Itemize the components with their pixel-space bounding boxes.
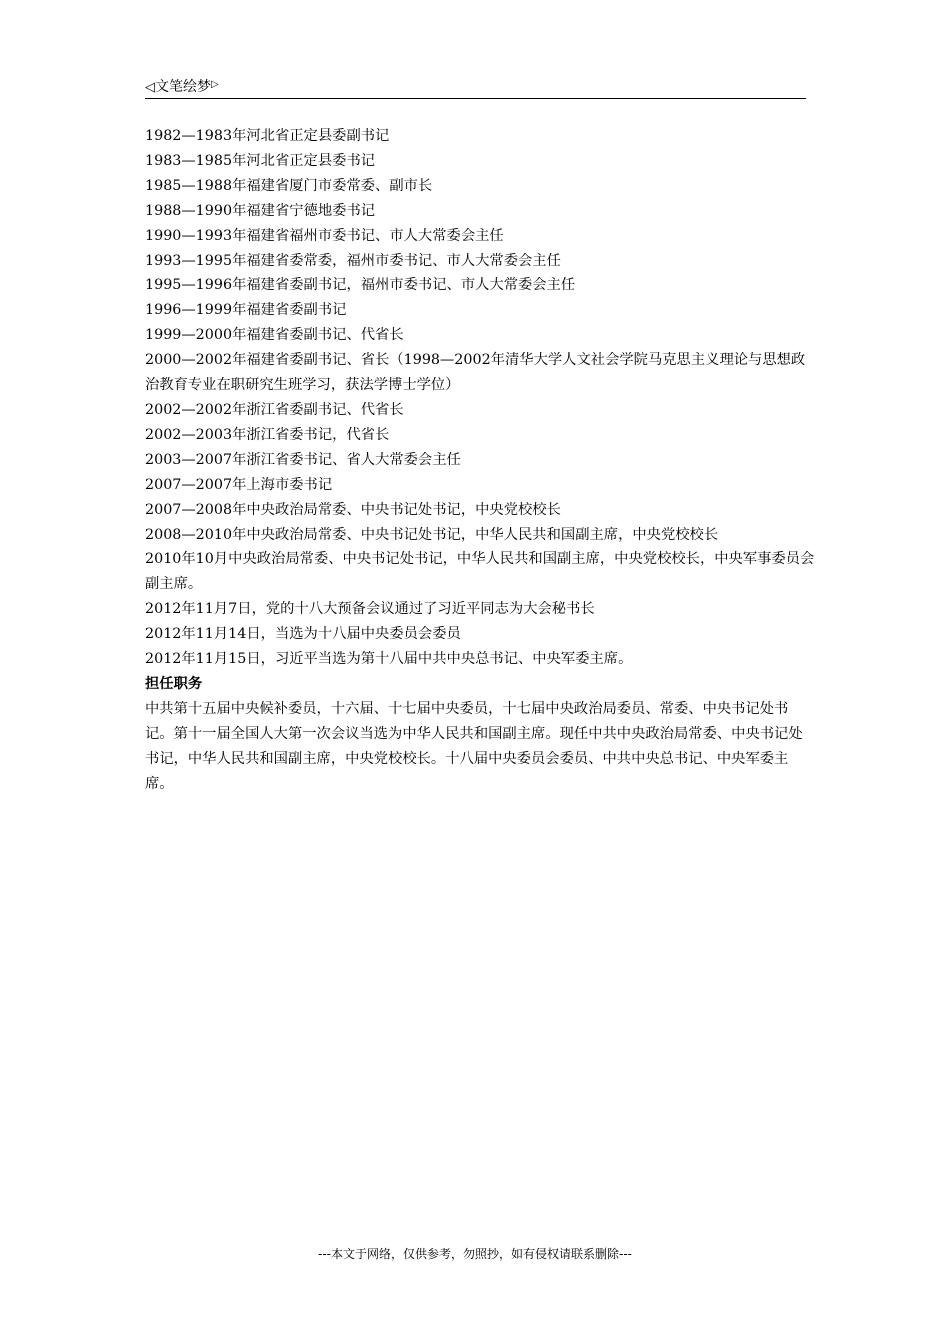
timeline-entry: 2002—2003年浙江省委书记，代省长: [145, 426, 390, 443]
document-body: [145, 124, 820, 796]
timeline-entry: 2012年11月7日，党的十八大预备会议通过了习近平同志为大会秘书长: [145, 601, 595, 618]
timeline-entry: 2012年11月14日，当选为十八届中央委员会委员: [145, 626, 461, 643]
timeline-entry: 2003—2007年浙江省委书记、省人大常委会主任: [145, 451, 461, 468]
timeline-entry: 1985—1988年福建省厦门市委常委、副市长: [145, 177, 433, 194]
timeline-entry: 2000—2002年福建省委副书记、省长（1998—2002年清华大学人文社会学院马克思主义理论与思想政治教育专业在职研究生班学习，获法学博士学位）: [145, 352, 806, 394]
timeline-entry: 2007—2008年中央政治局常委、中央书记处书记，中央党校校长: [145, 501, 561, 518]
timeline-entry: 1995—1996年福建省委副书记，福州市委书记、市人大常委会主任: [145, 277, 576, 294]
timeline-entry: 1996—1999年福建省委副书记: [145, 302, 347, 319]
timeline-entry: 2007—2007年上海市委书记: [145, 476, 333, 493]
timeline-entry: 2008—2010年中央政治局常委、中央书记处书记，中华人民共和国副主席，中央党校校长: [145, 526, 719, 543]
header-title: 文笔绘梦: [155, 79, 211, 95]
timeline-entry: 1999—2000年福建省委副书记、代省长: [145, 327, 404, 344]
page-header: [145, 74, 806, 99]
right-triangle-icon: ▷: [211, 79, 219, 90]
timeline-entry: 1990—1993年福建省福州市委书记、市人大常委会主任: [145, 227, 504, 244]
timeline-entry: 2012年11月15日，习近平当选为第十八届中共中央总书记、中央军委主席。: [145, 651, 633, 668]
timeline-entry: 1982—1983年河北省正定县委副书记: [145, 128, 390, 144]
positions-text: 中共第十五届中央候补委员，十六届、十七届中央委员，十七届中央政治局委员、常委、中央书记处书记。第十一届全国人大第一次会议当选为中华人民共和国副主席。现任中共中央政治局常委、中央书记处书记，中华人民共和国副主席，中央党校校长。十八届中央委员会委员、中共中央总书记、中央军委主席。: [145, 700, 803, 792]
timeline-entry: 2002—2002年浙江省委副书记、代省长: [145, 401, 404, 418]
timeline-entry: 2010年10月中央政治局常委、中央书记处书记，中华人民共和国副主席，中央党校校长，中央军事委员会副主席。: [145, 551, 815, 593]
timeline-entry: 1993—1995年福建省委常委，福州市委书记、市人大常委会主任: [145, 252, 561, 269]
positions-heading: 担任职务: [145, 675, 203, 692]
timeline-entry: 1988—1990年福建省宁德地委书记: [145, 202, 376, 219]
page-footer: ---本文于网络，仅供参考，勿照抄，如有侵权请联系删除---: [318, 1247, 632, 1261]
timeline-entry: 1983—1985年河北省正定县委书记: [145, 152, 376, 169]
left-triangle-icon: ◁: [145, 80, 155, 95]
